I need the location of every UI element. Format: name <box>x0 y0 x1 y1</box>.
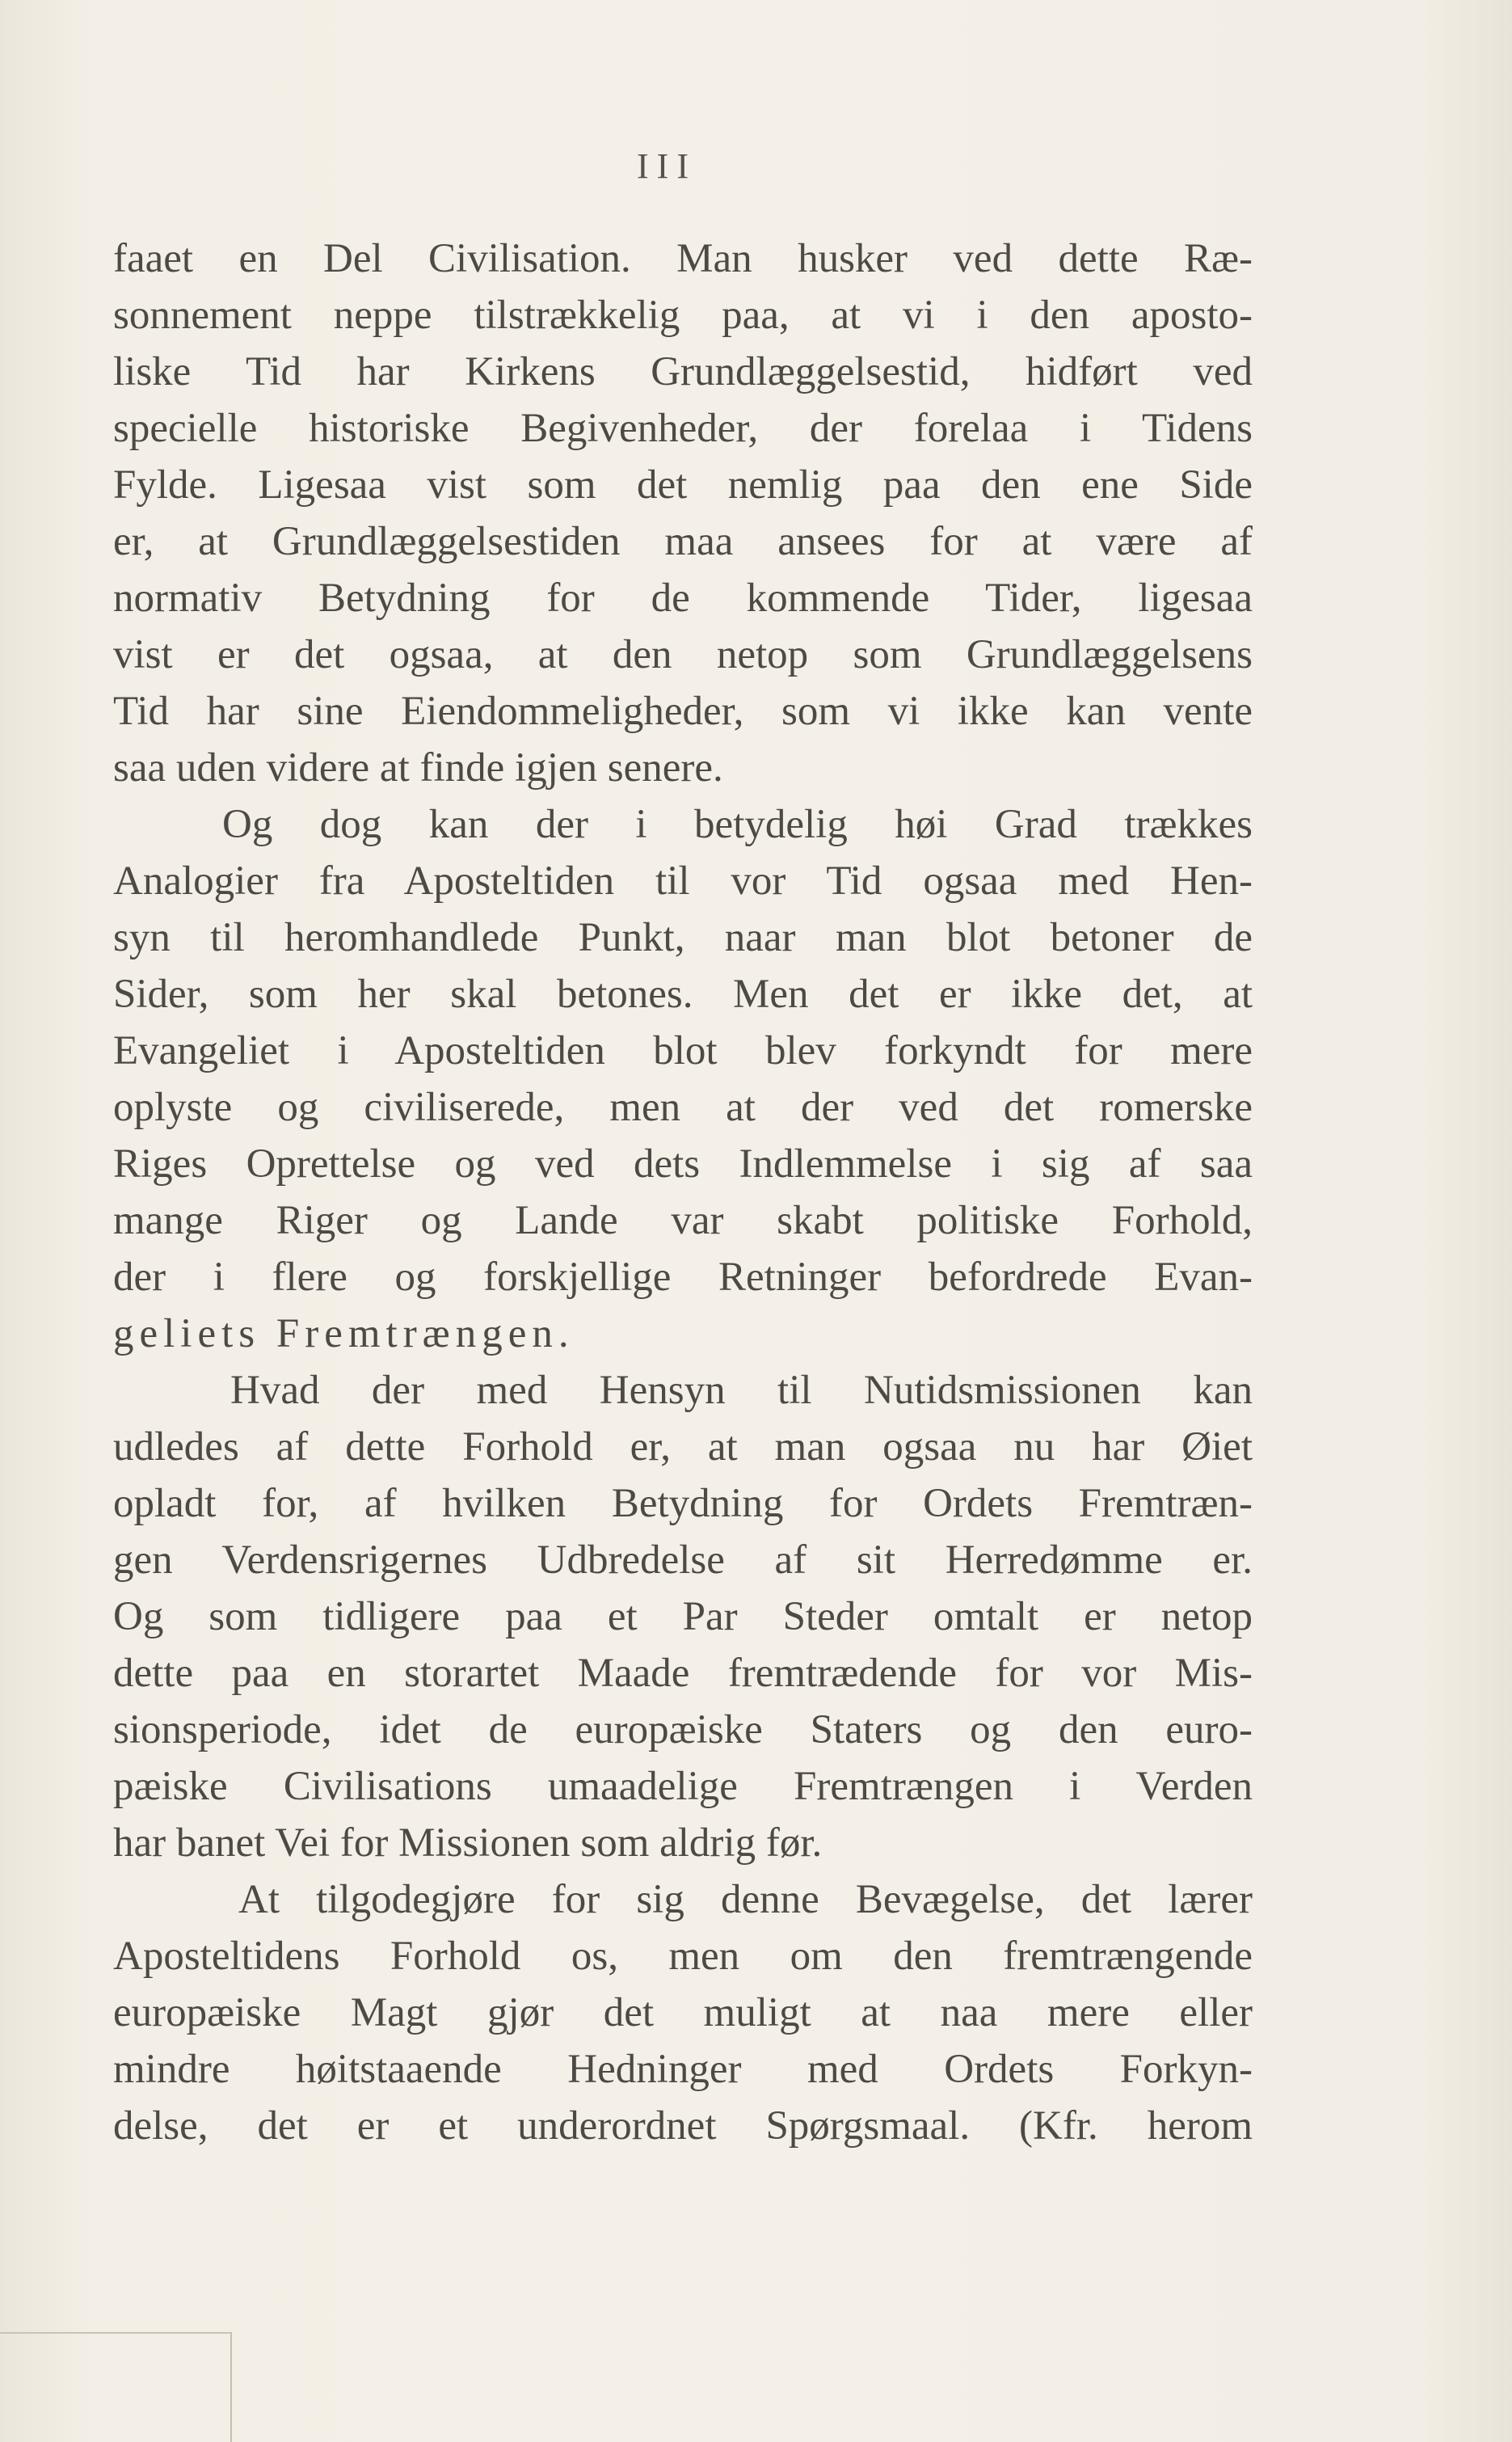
text-line: opladt for, af hvilken Betydning for Ordets Fremtræn- <box>113 1481 1253 1526</box>
text-line: liske Tid har Kirkens Grundlæggelsestid, hidført ved <box>113 349 1253 394</box>
text-line: Analogier fra Aposteltiden til vor Tid ogsaa med Hen- <box>113 858 1253 904</box>
text-line: normativ Betydning for de kommende Tider, ligesaa <box>113 576 1253 621</box>
text-line: sionsperiode, idet de europæiske Staters og den euro- <box>113 1707 1253 1752</box>
page-number: III <box>637 146 697 186</box>
paragraph-first-line: Hvad der med Hensyn til Nutidsmissionen kan <box>230 1368 1253 1413</box>
paragraph-first-line: At tilgodegjøre for sig denne Bevægelse, det lærer <box>238 1877 1253 1922</box>
text-line: dette paa en storartet Maade fremtrædende for vor Mis- <box>113 1651 1253 1696</box>
text-line: der i flere og forskjellige Retninger befordrede Evan- <box>113 1255 1253 1300</box>
scan-edge-mark-vertical <box>230 2332 232 2442</box>
scan-edge-mark <box>0 2332 230 2334</box>
text-line: Evangeliet i Aposteltiden blot blev forkyndt for mere <box>113 1028 1253 1073</box>
text-line: pæiske Civilisations umaadelige Fremtrængen i Verden <box>113 1764 1253 1809</box>
text-line: mange Riger og Lande var skabt politiske Forhold, <box>113 1198 1253 1243</box>
text-line: specielle historiske Begivenheder, der forelaa i Tidens <box>113 406 1253 451</box>
text-line: mindre høitstaaende Hedninger med Ordets Forkyn- <box>113 2047 1253 2092</box>
text-line: Aposteltidens Forhold os, men om den fremtrængende <box>113 1934 1253 1979</box>
text-line: Riges Oprettelse og ved dets Indlemmelse i sig af saa <box>113 1141 1253 1187</box>
paragraph-first-line: Og dog kan der i betydelig høi Grad trækkes <box>222 802 1253 847</box>
text-line: faaet en Del Civilisation. Man husker ved dette Ræ- <box>113 236 1253 281</box>
text-line: delse, det er et underordnet Spørgsmaal. (Kfr. herom <box>113 2103 1253 2149</box>
text-line: gen Verdensrigernes Udbredelse af sit Herredømme er. <box>113 1537 1253 1583</box>
text-line: geliets Fremtrængen. <box>113 1311 575 1356</box>
text-line: Sider, som her skal betones. Men det er ikke det, at <box>113 972 1253 1017</box>
text-line: syn til heromhandlede Punkt, naar man blot betoner de <box>113 915 1253 960</box>
text-line: Tid har sine Eiendommeligheder, som vi ikke kan vente <box>113 689 1253 734</box>
text-line: europæiske Magt gjør det muligt at naa mere eller <box>113 1990 1253 2035</box>
text-line: saa uden videre at finde igjen senere. <box>113 745 723 791</box>
text-line: er, at Grundlæggelsestiden maa ansees for at være af <box>113 519 1253 564</box>
text-line: vist er det ogsaa, at den netop som Grundlæggelsens <box>113 632 1253 677</box>
text-line: Fylde. Ligesaa vist som det nemlig paa den ene Side <box>113 462 1253 508</box>
text-line: udledes af dette Forhold er, at man ogsaa nu har Øiet <box>113 1424 1253 1470</box>
text-line: oplyste og civiliserede, men at der ved det romerske <box>113 1085 1253 1130</box>
text-line: Og som tidligere paa et Par Steder omtalt er netop <box>113 1594 1253 1639</box>
text-line: sonnement neppe tilstrækkelig paa, at vi i den aposto- <box>113 293 1253 338</box>
text-line: har banet Vei for Missionen som aldrig før. <box>113 1820 823 1866</box>
